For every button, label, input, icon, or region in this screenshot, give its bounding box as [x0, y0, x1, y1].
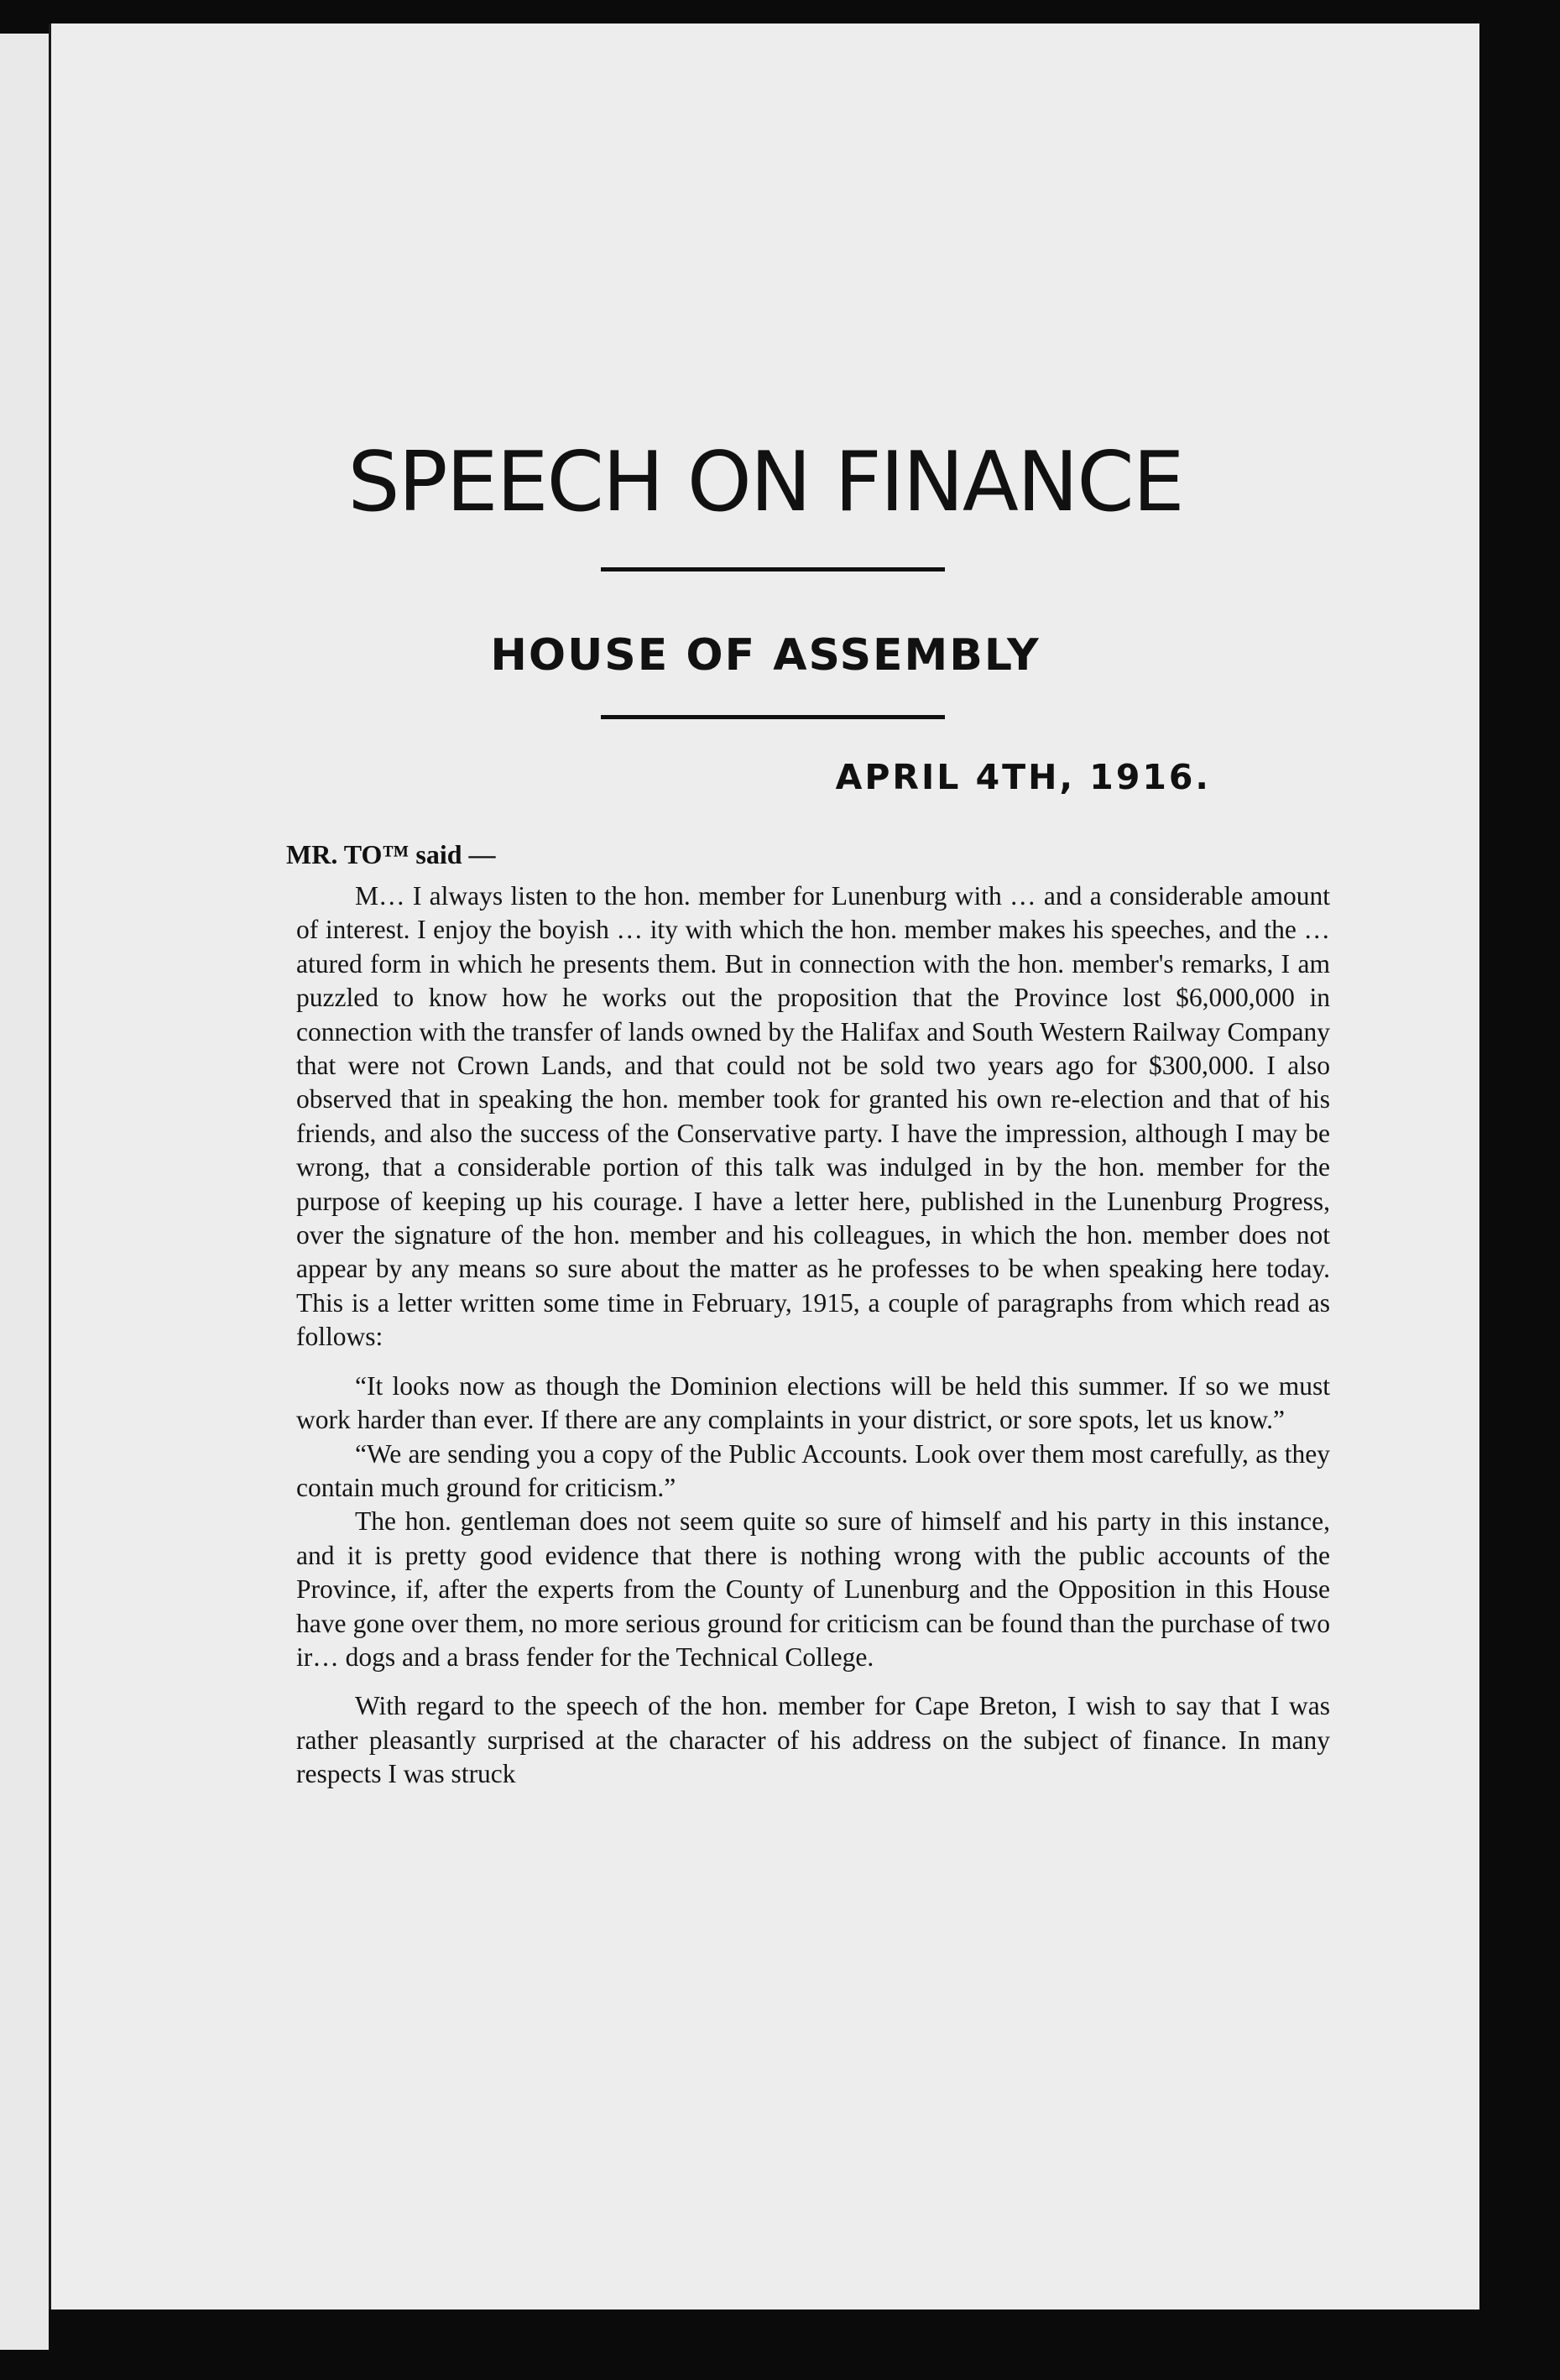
- subtitle-divider: [601, 715, 945, 719]
- quoted-paragraph: “It looks now as though the Dominion elections will be held this summer. If so we must work harder than ever. If there are any complaints in your district, or sore spots, let us know.”: [296, 1370, 1330, 1435]
- document-page: [49, 23, 1479, 2310]
- paragraph: M… I always listen to the hon. member for Lunenburg with … and a considerable amount of interest. I enjoy the boyish … ity with which the hon. member makes his speeches, and the … atured form in which he presents them. But in connection with the hon. member's remarks, I am puzzled to know how he works out the proposition that the Province lost $6,000,000 in connection with the transfer of lands owned by the Halifax and South Western Railway Company that were not Crown Lands, and that could not be sold two years ago for $300,000. I also observed that in speaking the hon. member took for granted his own re-election and that of his friends, and also the success of the Conservative party. I have the impression, although I may be wrong, that a considerable portion of this talk was indulged in by the hon. member for the purpose of keeping up his courage. I have a letter here, published in the Lunenburg Progress, over the signature of the hon. member and his colleagues, in which the hon. member does not appear by any means so sure about the matter as he professes to be when speaking here today. This is a letter written some time in February, 1915, a couple of paragraphs from which read as follows:: [296, 881, 1330, 1352]
- document-date: APRIL 4TH, 1916.: [835, 757, 1211, 797]
- speaker-label: MR. TO™ said —: [286, 839, 496, 869]
- paragraph: The hon. gentleman does not seem quite so sure of himself and his party in this instance, and it is pretty good evidence that there is nothing wrong with the public accounts of the Province, if, after the experts from the County of Lunenburg and the Opposition in this House have gone over them, no more serious ground for criticism can be found than the purchase of two ir… dogs and a brass fender for the Technical College.: [296, 1506, 1330, 1672]
- speech-body: [296, 879, 1330, 1792]
- quoted-paragraph: “We are sending you a copy of the Public Accounts. Look over them most carefully, as they contain much ground for criticism.”: [296, 1438, 1330, 1502]
- adjacent-page-edge: [0, 34, 49, 2350]
- paragraph: With regard to the speech of the hon. member for Cape Breton, I wish to say that I was rather pleasantly surprised at the character of his address on the subject of finance. In many respects I was struck: [296, 1691, 1330, 1789]
- title-divider: [601, 567, 945, 572]
- document-title: SPEECH ON FINANCE: [347, 435, 1183, 530]
- document-subtitle: HOUSE OF ASSEMBLY: [490, 630, 1041, 681]
